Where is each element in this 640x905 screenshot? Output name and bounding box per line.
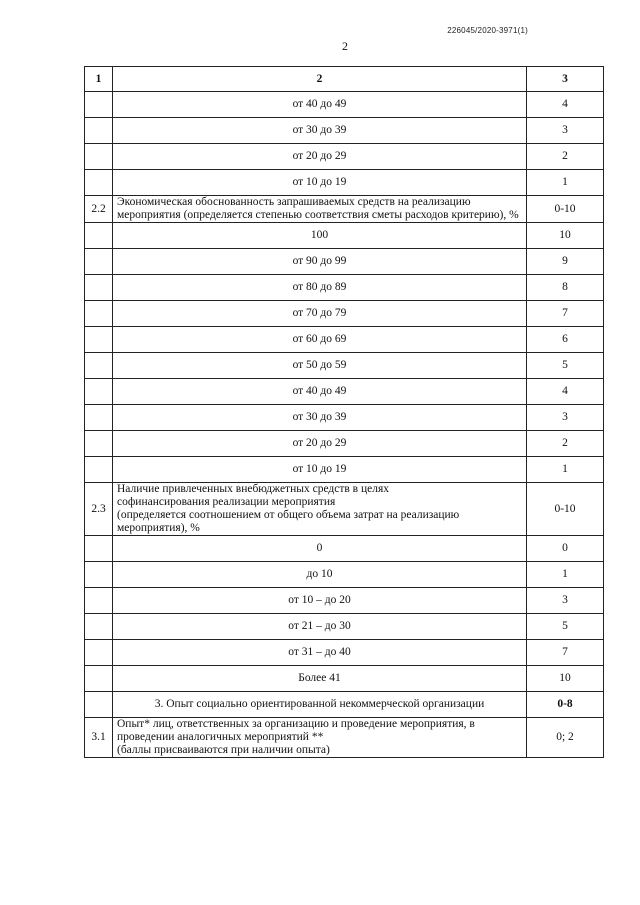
range-label: от 80 до 89 bbox=[113, 275, 527, 301]
section-row-2-2 bbox=[85, 196, 604, 223]
section-description: Экономическая обоснованность запрашиваемых средств на реализацию мероприятия (определяется степенью соответствия сметы расходов критерию), % bbox=[113, 196, 527, 223]
range-label: от 40 до 49 bbox=[113, 379, 527, 405]
table-row bbox=[85, 536, 604, 562]
document-id: 226045/2020-3971(1) bbox=[447, 26, 528, 35]
row-number-cell bbox=[85, 536, 113, 562]
table-row bbox=[85, 118, 604, 144]
table-row bbox=[85, 562, 604, 588]
range-label: от 21 – до 30 bbox=[113, 614, 527, 640]
row-number-cell bbox=[85, 353, 113, 379]
range-label: 0 bbox=[113, 536, 527, 562]
score-cell: 9 bbox=[527, 249, 604, 275]
range-label: от 10 до 19 bbox=[113, 170, 527, 196]
table-row bbox=[85, 301, 604, 327]
row-number-cell bbox=[85, 457, 113, 483]
section-score-range: 0; 2 bbox=[527, 718, 604, 758]
row-number-cell bbox=[85, 249, 113, 275]
criteria-table bbox=[84, 66, 604, 758]
section-row-2-3 bbox=[85, 483, 604, 536]
section-score-range: 0-8 bbox=[527, 692, 604, 718]
section-description-line: софинансирования реализации мероприятия bbox=[117, 496, 336, 508]
table-row bbox=[85, 144, 604, 170]
row-number-cell bbox=[85, 588, 113, 614]
row-number-cell bbox=[85, 692, 113, 718]
row-number-cell bbox=[85, 614, 113, 640]
table-row bbox=[85, 249, 604, 275]
score-cell: 5 bbox=[527, 353, 604, 379]
table-row bbox=[85, 92, 604, 118]
section-description-line: (определяется соотношением от общего объема затрат на реализацию мероприятия), % bbox=[117, 509, 460, 534]
row-number-cell bbox=[85, 327, 113, 353]
section-row-3-1 bbox=[85, 718, 604, 758]
score-cell: 7 bbox=[527, 301, 604, 327]
section-row-3 bbox=[85, 692, 604, 718]
range-label: от 31 – до 40 bbox=[113, 640, 527, 666]
table-header-row bbox=[85, 67, 604, 92]
score-cell: 1 bbox=[527, 457, 604, 483]
row-number-cell bbox=[85, 379, 113, 405]
section-description bbox=[113, 718, 527, 758]
row-number-cell bbox=[85, 170, 113, 196]
page-number: 2 bbox=[342, 39, 348, 53]
row-number-cell bbox=[85, 405, 113, 431]
score-cell: 6 bbox=[527, 327, 604, 353]
score-cell: 3 bbox=[527, 118, 604, 144]
column-header-3: 3 bbox=[527, 67, 604, 92]
table-row bbox=[85, 223, 604, 249]
table-row bbox=[85, 275, 604, 301]
row-number-cell bbox=[85, 275, 113, 301]
row-number-cell bbox=[85, 92, 113, 118]
table-row bbox=[85, 457, 604, 483]
table-row bbox=[85, 170, 604, 196]
section-number: 2.3 bbox=[85, 483, 113, 536]
section-score-range: 0-10 bbox=[527, 483, 604, 536]
row-number-cell bbox=[85, 301, 113, 327]
table-row bbox=[85, 405, 604, 431]
table-row bbox=[85, 614, 604, 640]
range-label: от 10 – до 20 bbox=[113, 588, 527, 614]
column-header-1: 1 bbox=[85, 67, 113, 92]
table-row bbox=[85, 666, 604, 692]
score-cell: 7 bbox=[527, 640, 604, 666]
score-cell: 4 bbox=[527, 379, 604, 405]
score-cell: 3 bbox=[527, 405, 604, 431]
row-number-cell bbox=[85, 431, 113, 457]
section-description bbox=[113, 483, 527, 536]
range-label: от 10 до 19 bbox=[113, 457, 527, 483]
row-number-cell bbox=[85, 562, 113, 588]
score-cell: 1 bbox=[527, 562, 604, 588]
range-label: от 70 до 79 bbox=[113, 301, 527, 327]
score-cell: 10 bbox=[527, 666, 604, 692]
section-number: 2.2 bbox=[85, 196, 113, 223]
range-label: Более 41 bbox=[113, 666, 527, 692]
range-label: 100 bbox=[113, 223, 527, 249]
table-row bbox=[85, 327, 604, 353]
range-label: до 10 bbox=[113, 562, 527, 588]
range-label: от 20 до 29 bbox=[113, 144, 527, 170]
row-number-cell bbox=[85, 640, 113, 666]
table-row bbox=[85, 640, 604, 666]
row-number-cell bbox=[85, 144, 113, 170]
score-cell: 2 bbox=[527, 144, 604, 170]
range-label: от 40 до 49 bbox=[113, 92, 527, 118]
section-number: 3.1 bbox=[85, 718, 113, 758]
table-row bbox=[85, 353, 604, 379]
section-description-line: (баллы присваиваются при наличии опыта) bbox=[117, 744, 330, 756]
table-row bbox=[85, 379, 604, 405]
section-score-range: 0-10 bbox=[527, 196, 604, 223]
score-cell: 3 bbox=[527, 588, 604, 614]
section-heading: 3. Опыт социально ориентированной некоммерческой организации bbox=[113, 692, 527, 718]
section-description-line: Опыт* лиц, ответственных за организацию и проведение мероприятия, в проведении аналогичных мероприятий ** bbox=[117, 718, 475, 743]
score-cell: 5 bbox=[527, 614, 604, 640]
score-cell: 2 bbox=[527, 431, 604, 457]
range-label: от 50 до 59 bbox=[113, 353, 527, 379]
row-number-cell bbox=[85, 223, 113, 249]
range-label: от 30 до 39 bbox=[113, 405, 527, 431]
section-description-line: Наличие привлеченных внебюджетных средств в целях bbox=[117, 483, 390, 495]
range-label: от 30 до 39 bbox=[113, 118, 527, 144]
range-label: от 60 до 69 bbox=[113, 327, 527, 353]
range-label: от 90 до 99 bbox=[113, 249, 527, 275]
row-number-cell bbox=[85, 666, 113, 692]
score-cell: 0 bbox=[527, 536, 604, 562]
score-cell: 4 bbox=[527, 92, 604, 118]
score-cell: 1 bbox=[527, 170, 604, 196]
row-number-cell bbox=[85, 118, 113, 144]
score-cell: 10 bbox=[527, 223, 604, 249]
range-label: от 20 до 29 bbox=[113, 431, 527, 457]
table-row bbox=[85, 588, 604, 614]
score-cell: 8 bbox=[527, 275, 604, 301]
column-header-2: 2 bbox=[113, 67, 527, 92]
table-row bbox=[85, 431, 604, 457]
